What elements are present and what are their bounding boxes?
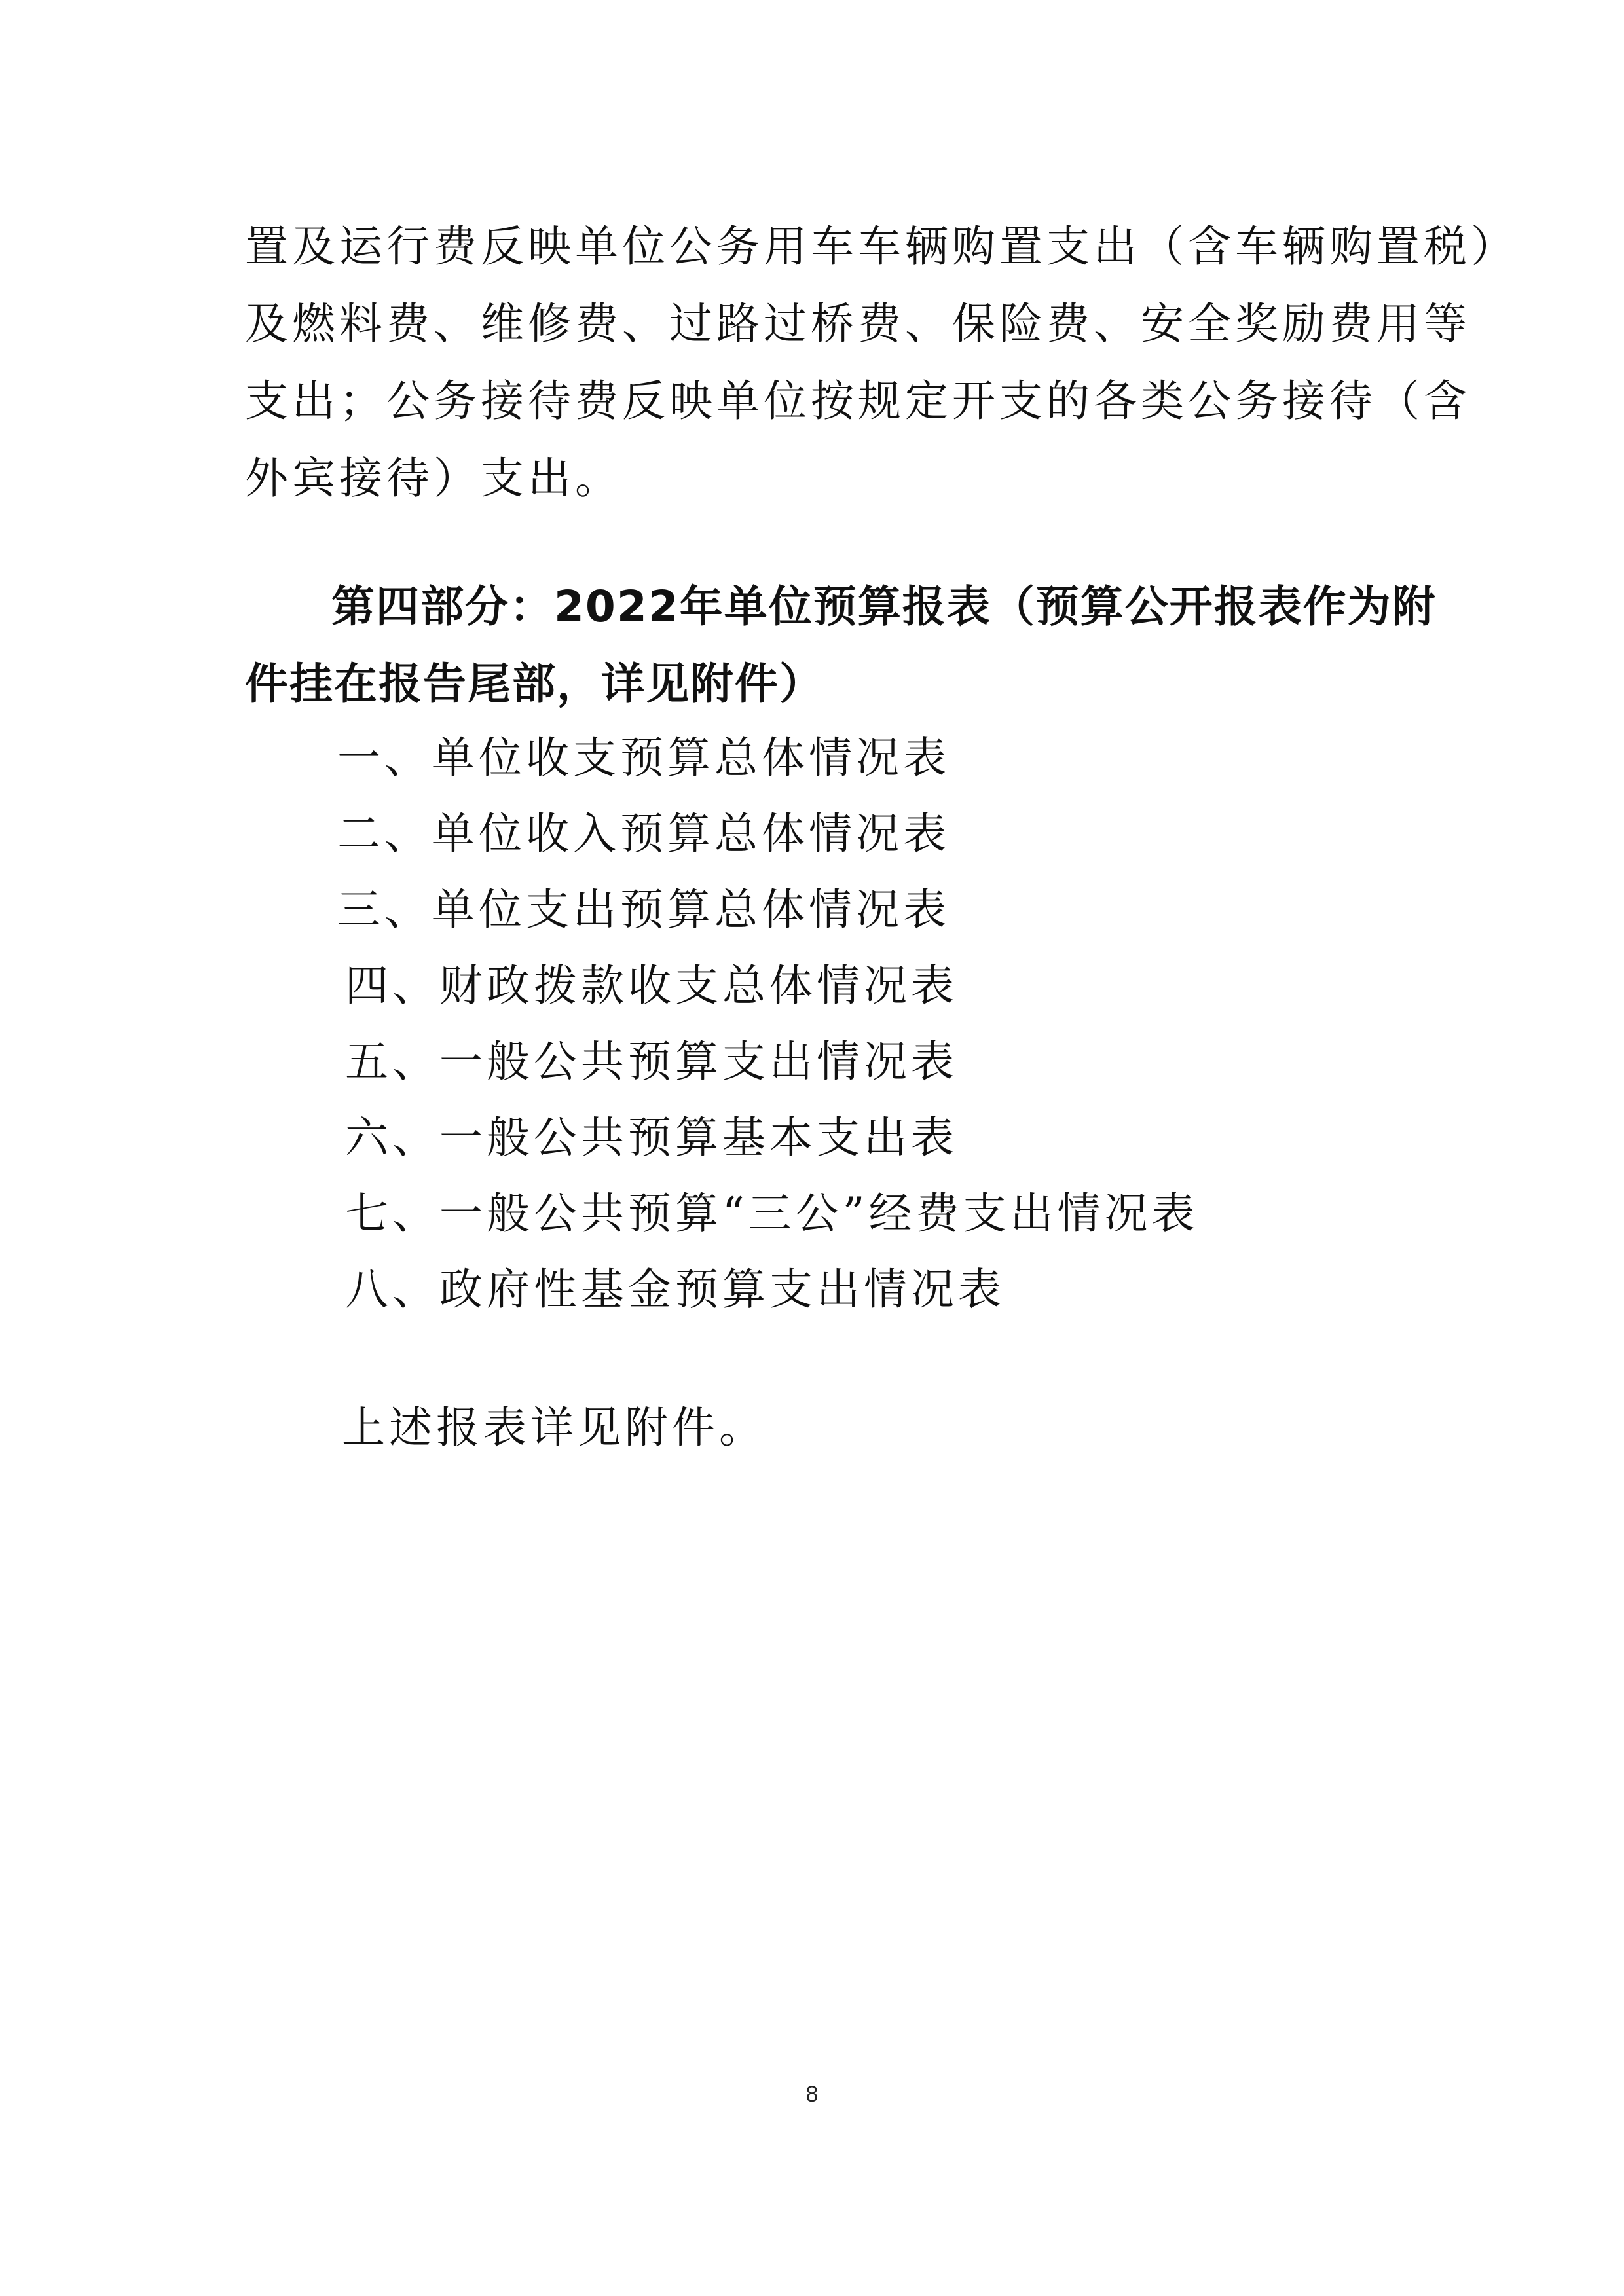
page-number: 8	[805, 2082, 819, 2107]
list-item: 四、财政拨款收支总体情况表	[345, 960, 958, 1011]
list-item: 七、一般公共预算“三公”经费支出情况表	[345, 1188, 1199, 1239]
list-item: 一、单位收支预算总体情况表	[337, 733, 950, 783]
body-paragraph	[245, 208, 1518, 517]
paragraph-line: 支出；公务接待费反映单位按规定开支的各类公务接待（含	[245, 376, 1471, 426]
heading-line: 第四部分：2022年单位预算报表（预算公开报表作为附	[331, 581, 1437, 632]
list-item: 八、政府性基金预算支出情况表	[345, 1264, 1005, 1315]
list-item: 六、一般公共预算基本支出表	[345, 1112, 958, 1163]
paragraph-line: 置及运行费反映单位公务用车车辆购置支出（含车辆购置税）	[245, 221, 1518, 272]
paragraph-line: 及燃料费、维修费、过路过桥费、保险费、安全奖励费用等	[245, 299, 1471, 349]
report-table-list	[337, 720, 1198, 1328]
section-heading	[245, 568, 1437, 723]
list-item: 三、单位支出预算总体情况表	[337, 884, 950, 935]
closing-sentence: 上述报表详见附件。	[342, 1402, 766, 1453]
list-item: 二、单位收入预算总体情况表	[337, 809, 950, 859]
list-item: 五、一般公共预算支出情况表	[345, 1036, 958, 1087]
heading-line: 件挂在报告尾部，详见附件）	[245, 659, 824, 709]
paragraph-line: 外宾接待）支出。	[245, 453, 622, 503]
